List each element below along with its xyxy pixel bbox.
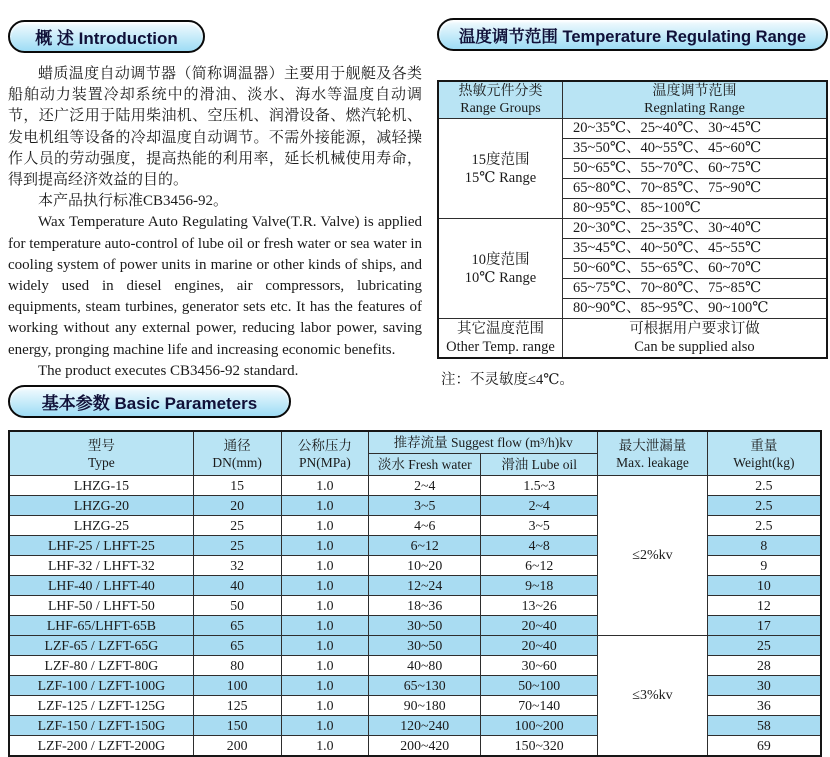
regulating-range-value: 35~50℃、40~55℃、45~60℃	[562, 139, 827, 159]
pn-value: 1.0	[281, 556, 369, 576]
temp-range-row	[438, 219, 827, 239]
fresh-flow-value: 40~80	[369, 656, 481, 676]
weight-value: 30	[707, 676, 821, 696]
lube-flow-value: 30~60	[481, 656, 598, 676]
model-value: LHF-25 / LHFT-25	[9, 536, 193, 556]
pn-value: 1.0	[281, 636, 369, 656]
regulating-range-value: 20~35℃、25~40℃、30~45℃	[562, 119, 827, 139]
pn-value: 1.0	[281, 576, 369, 596]
range-group-label: 10度范围 10℃ Range	[438, 219, 562, 319]
weight-value: 69	[707, 736, 821, 757]
regulating-range-value: 65~75℃、70~80℃、75~85℃	[562, 279, 827, 299]
model-value: LZF-80 / LZFT-80G	[9, 656, 193, 676]
pn-value: 1.0	[281, 676, 369, 696]
weight-value: 17	[707, 616, 821, 636]
pn-header: 公称压力 PN(MPa)	[281, 431, 369, 476]
weight-value: 2.5	[707, 496, 821, 516]
parameters-table-body	[9, 476, 821, 757]
weight-value: 28	[707, 656, 821, 676]
model-value: LHZG-20	[9, 496, 193, 516]
lube-flow-value: 50~100	[481, 676, 598, 696]
parameter-row	[9, 636, 821, 656]
pn-value: 1.0	[281, 516, 369, 536]
basic-parameters-badge	[8, 385, 291, 418]
dn-value: 25	[193, 516, 281, 536]
regulating-range-header: 温度调节范围 Regnlating Range	[562, 81, 827, 119]
max-leakage-value: ≤2%kv	[598, 476, 708, 636]
fresh-flow-value: 12~24	[369, 576, 481, 596]
fresh-flow-value: 2~4	[369, 476, 481, 496]
dn-header: 通径 DN(mm)	[193, 431, 281, 476]
model-value: LHF-50 / LHFT-50	[9, 596, 193, 616]
range-group-label: 其它温度范围 Other Temp. range	[438, 319, 562, 359]
model-value: LZF-100 / LZFT-100G	[9, 676, 193, 696]
regulating-range-value: 50~60℃、55~65℃、60~70℃	[562, 259, 827, 279]
suggest-flow-header: 推荐流量 Suggest flow (m³/h)kv	[369, 431, 598, 454]
basic-parameters-section	[8, 385, 822, 757]
dn-value: 25	[193, 536, 281, 556]
dn-value: 125	[193, 696, 281, 716]
lube-flow-value: 13~26	[481, 596, 598, 616]
lube-flow-value: 3~5	[481, 516, 598, 536]
lube-flow-value: 70~140	[481, 696, 598, 716]
fresh-flow-value: 4~6	[369, 516, 481, 536]
lube-flow-value: 2~4	[481, 496, 598, 516]
temp-range-table-body	[438, 119, 827, 359]
weight-value: 25	[707, 636, 821, 656]
regulating-range-value: 80~95℃、85~100℃	[562, 199, 827, 219]
pn-value: 1.0	[281, 696, 369, 716]
introduction-badge	[8, 20, 205, 53]
intro-paragraph-english: Wax Temperature Auto Regulating Valve(T.R. Valve) is applied for temperature auto-control of lube oil or fresh water or sea water in cooling system of power units in marine or other kinds of ships, and widely used in diesel engines, air compressors, lubricating equipments, steam turbines, generator sets etc. It has the features of working without any external power, reducing labor power, saving energy, pronging machine life and increasing economic benefits.	[8, 214, 422, 358]
pn-value: 1.0	[281, 596, 369, 616]
weight-value: 58	[707, 716, 821, 736]
intro-standard-chinese: 本产品执行标准CB3456-92。	[38, 193, 229, 210]
introduction-badge-label: 概 述 Introduction	[35, 29, 178, 48]
fresh-flow-value: 200~420	[369, 736, 481, 757]
pn-value: 1.0	[281, 716, 369, 736]
fresh-flow-value: 65~130	[369, 676, 481, 696]
temp-range-header-row	[438, 81, 827, 119]
fresh-flow-value: 6~12	[369, 536, 481, 556]
intro-paragraph-chinese: 蜡质温度自动调节器（简称调温器）主要用于舰艇及各类船舶动力装置冷却系统中的滑油、淡水、海水等温度自动调节，还广泛用于陆用柴油机、空压机、润滑设备、燃汽轮机、发电机组等设备的冷却温度自动调节。不需外接能源，减轻操作人员的劳动强度，提高热能的利用率，延长机械使用寿命，得到提高经济效益的目的。	[8, 66, 422, 189]
model-value: LHZG-15	[9, 476, 193, 496]
temp-range-row	[438, 119, 827, 139]
introduction-section	[8, 20, 422, 382]
dn-value: 80	[193, 656, 281, 676]
range-group-label: 15度范围 15℃ Range	[438, 119, 562, 219]
fresh-flow-value: 120~240	[369, 716, 481, 736]
fresh-flow-value: 90~180	[369, 696, 481, 716]
regulating-range-value: 65~80℃、70~85℃、75~90℃	[562, 179, 827, 199]
lube-oil-header: 滑油 Lube oil	[481, 454, 598, 476]
regulating-range-value: 80~90℃、85~95℃、90~100℃	[562, 299, 827, 319]
regulating-range-value: 可根据用户要求订做 Can be supplied also	[562, 319, 827, 359]
dn-value: 150	[193, 716, 281, 736]
dn-value: 100	[193, 676, 281, 696]
max-leakage-value: ≤3%kv	[598, 636, 708, 757]
fresh-flow-value: 18~36	[369, 596, 481, 616]
max-leakage-header: 最大泄漏量 Max. leakage	[598, 431, 708, 476]
model-value: LHF-32 / LHFT-32	[9, 556, 193, 576]
temp-range-row	[438, 319, 827, 359]
weight-value: 8	[707, 536, 821, 556]
parameters-header-row-1	[9, 431, 821, 454]
intro-standard-english: The product executes CB3456-92 standard.	[38, 362, 299, 379]
model-value: LZF-150 / LZFT-150G	[9, 716, 193, 736]
sensitivity-note: 注：不灵敏度≤4℃。	[441, 372, 574, 388]
type-header: 型号 Type	[9, 431, 193, 476]
weight-value: 2.5	[707, 516, 821, 536]
fresh-flow-value: 30~50	[369, 636, 481, 656]
lube-flow-value: 100~200	[481, 716, 598, 736]
dn-value: 40	[193, 576, 281, 596]
weight-value: 36	[707, 696, 821, 716]
pn-value: 1.0	[281, 616, 369, 636]
lube-flow-value: 6~12	[481, 556, 598, 576]
temperature-range-table	[437, 80, 828, 359]
weight-value: 9	[707, 556, 821, 576]
regulating-range-value: 20~30℃、25~35℃、30~40℃	[562, 219, 827, 239]
pn-value: 1.0	[281, 536, 369, 556]
model-value: LZF-125 / LZFT-125G	[9, 696, 193, 716]
lube-flow-value: 20~40	[481, 616, 598, 636]
parameter-row	[9, 476, 821, 496]
temperature-range-section	[437, 18, 828, 389]
dn-value: 20	[193, 496, 281, 516]
weight-value: 12	[707, 596, 821, 616]
lube-flow-value: 1.5~3	[481, 476, 598, 496]
dn-value: 32	[193, 556, 281, 576]
fresh-flow-value: 3~5	[369, 496, 481, 516]
weight-value: 2.5	[707, 476, 821, 496]
basic-parameters-badge-label: 基本参数 Basic Parameters	[41, 394, 258, 413]
pn-value: 1.0	[281, 736, 369, 757]
model-value: LZF-65 / LZFT-65G	[9, 636, 193, 656]
temperature-range-badge-label: 温度调节范围 Temperature Regulating Range	[458, 27, 807, 46]
lube-flow-value: 4~8	[481, 536, 598, 556]
model-value: LHF-65/LHFT-65B	[9, 616, 193, 636]
dn-value: 65	[193, 636, 281, 656]
pn-value: 1.0	[281, 496, 369, 516]
fresh-flow-value: 10~20	[369, 556, 481, 576]
dn-value: 200	[193, 736, 281, 757]
lube-flow-value: 150~320	[481, 736, 598, 757]
fresh-flow-value: 30~50	[369, 616, 481, 636]
introduction-text	[8, 64, 422, 382]
lube-flow-value: 9~18	[481, 576, 598, 596]
weight-value: 10	[707, 576, 821, 596]
weight-header: 重量 Weight(kg)	[707, 431, 821, 476]
regulating-range-value: 50~65℃、55~70℃、60~75℃	[562, 159, 827, 179]
fresh-water-header: 淡水 Fresh water	[369, 454, 481, 476]
dn-value: 50	[193, 596, 281, 616]
lube-flow-value: 20~40	[481, 636, 598, 656]
model-value: LHZG-25	[9, 516, 193, 536]
temperature-range-badge	[437, 18, 828, 51]
parameters-table	[8, 430, 822, 757]
regulating-range-value: 35~45℃、40~50℃、45~55℃	[562, 239, 827, 259]
model-value: LHF-40 / LHFT-40	[9, 576, 193, 596]
model-value: LZF-200 / LZFT-200G	[9, 736, 193, 757]
dn-value: 15	[193, 476, 281, 496]
dn-value: 65	[193, 616, 281, 636]
range-groups-header: 热敏元件分类 Range Groups	[438, 81, 562, 119]
pn-value: 1.0	[281, 476, 369, 496]
pn-value: 1.0	[281, 656, 369, 676]
